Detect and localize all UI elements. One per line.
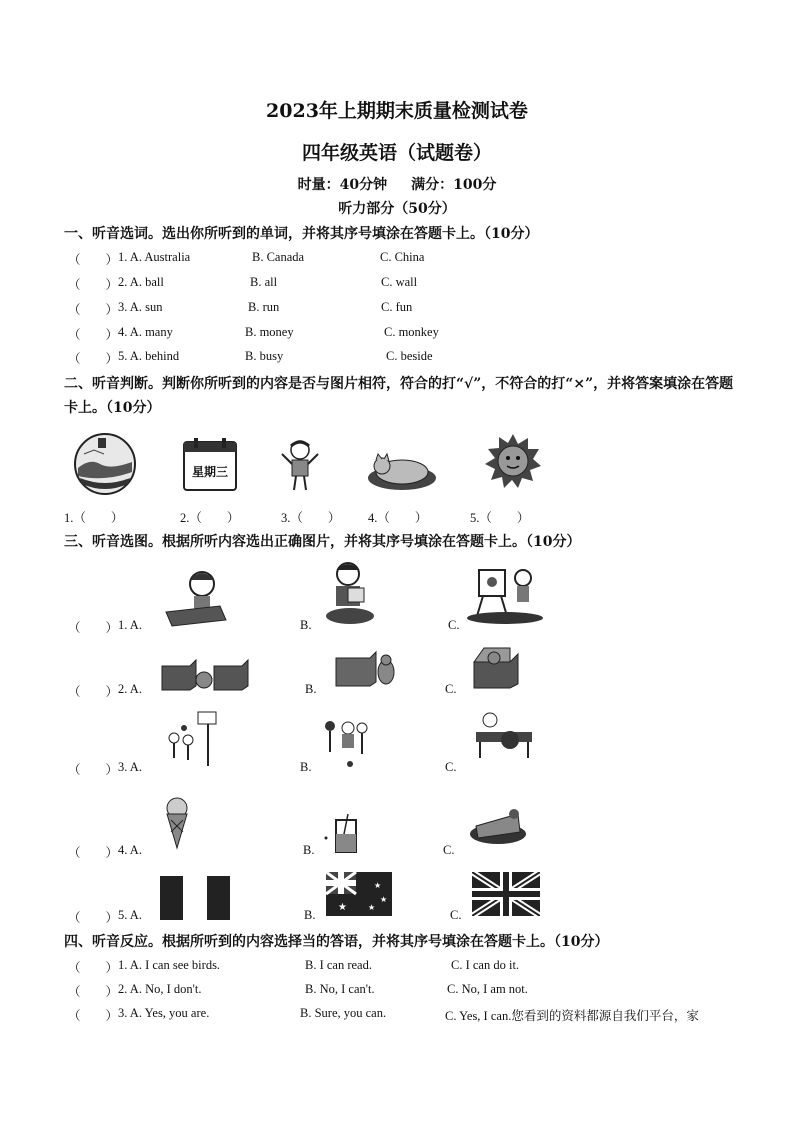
dog-in-box-picture	[470, 644, 526, 690]
girl-writing-picture	[160, 566, 230, 630]
dog-beside-box-picture	[334, 650, 396, 688]
svg-text:★: ★	[380, 895, 388, 904]
cake-picture	[468, 802, 528, 846]
uk-flag-picture	[472, 872, 540, 916]
answer-blank: （ ）	[68, 846, 119, 860]
section4-question	[0, 982, 794, 1002]
option-b: B. money	[245, 325, 294, 339]
answer-blank: （ ）	[68, 328, 119, 342]
option-a: 4. A.	[118, 843, 142, 857]
option-c: C. I can do it.	[451, 958, 520, 972]
judge-answer-3: 3.（ ）	[281, 511, 341, 525]
answer-blank: （ ）	[68, 352, 119, 366]
option-c: C.	[445, 682, 457, 696]
boy-picture	[278, 436, 322, 494]
svg-text:★: ★	[368, 903, 376, 912]
football-picture	[320, 716, 372, 772]
answer-blank: （ ）	[68, 621, 119, 635]
section1-question	[0, 325, 794, 345]
answer-blank: （ ）	[68, 1009, 119, 1023]
answer-blank: （ ）	[68, 763, 119, 777]
boy-reading-picture	[322, 560, 378, 626]
answer-blank: （ ）	[68, 911, 119, 925]
option-b: B. run	[248, 300, 280, 314]
option-c: C. wall	[381, 275, 418, 289]
section1-question	[0, 300, 794, 320]
option-a: 1. A. I can see birds.	[118, 958, 221, 972]
section4-question	[0, 958, 794, 978]
option-b: B.	[300, 618, 312, 632]
section2-heading: 二、听音判断。判断你所听到的内容是否与图片相符，符合的打“√”，不符合的打“×”，并将答案填涂在答题卡上。（10分）	[64, 376, 734, 416]
answer-blank: （ ）	[68, 685, 119, 699]
italy-flag-picture	[160, 876, 230, 920]
option-a: 1. A.	[118, 618, 142, 632]
option-c: C.	[445, 760, 457, 774]
option-c: C.	[448, 618, 460, 632]
option-a: 3. A. Yes, you are.	[118, 1006, 210, 1020]
option-c: C. fun	[381, 300, 413, 314]
australia-flag-picture	[326, 872, 392, 916]
svg-text:★: ★	[338, 902, 347, 913]
exam-time-score	[0, 174, 794, 194]
section1-question	[0, 250, 794, 270]
option-b: B. No, I can't.	[305, 982, 375, 996]
option-c: C. China	[380, 250, 425, 264]
option-a: 4. A. many	[118, 325, 173, 339]
option-c: C.	[450, 908, 462, 922]
judge-answer-1: 1.（ ）	[64, 511, 124, 525]
table-tennis-picture	[472, 710, 536, 762]
option-c: C. beside	[386, 349, 433, 363]
option-a: 5. A. behind	[118, 349, 180, 363]
option-b: B.	[305, 682, 317, 696]
listening-part-label: 听力部分（50分）	[338, 201, 456, 217]
option-a: 5. A.	[118, 908, 142, 922]
option-b: B. Sure, you can.	[300, 1006, 387, 1020]
option-b: B.	[303, 843, 315, 857]
option-a: 2. A.	[118, 682, 142, 696]
calendar-day-text: 星期三	[191, 465, 229, 479]
juice-drink-picture	[322, 812, 362, 856]
option-b: B.	[304, 908, 316, 922]
exam-time: 时量：40分钟	[297, 177, 388, 193]
section4-heading: 四、听音反应。根据所听到的内容选择当的答语，并将其序号填涂在答题卡上。（10分）	[64, 934, 609, 950]
option-c: C. No, I am not.	[447, 982, 528, 996]
answer-blank: （ ）	[68, 303, 119, 317]
option-b: B. busy	[245, 349, 284, 363]
section1-question	[0, 275, 794, 295]
cat-sleeping-picture	[366, 448, 438, 492]
judge-answer-5: 5.（ ）	[470, 511, 530, 525]
option-c: C. Yes, I can.您看到的资料都源自我们平台，家	[445, 1009, 699, 1023]
answer-blank: （ ）	[68, 985, 119, 999]
option-a: 3. A. sun	[118, 300, 163, 314]
exam-title: 2023年上期期末质量检测试卷	[266, 100, 528, 122]
exam-score: 满分：100分	[411, 177, 497, 193]
option-a: 2. A. ball	[118, 275, 164, 289]
answer-blank: （ ）	[68, 278, 119, 292]
section3-heading: 三、听音选图。根据所听内容选出正确图片，并将其序号填涂在答题卡上。（10分）	[64, 534, 581, 550]
section1-heading: 一、听音选词。选出你所听到的单词，并将其序号填涂在答题卡上。（10分）	[64, 226, 539, 242]
section1-question	[0, 349, 794, 369]
judge-answer-4: 4.（ ）	[368, 511, 428, 525]
girl-painting-picture	[465, 564, 545, 624]
calendar-picture	[182, 436, 238, 492]
option-b: B.	[300, 760, 312, 774]
ice-cream-picture	[162, 796, 192, 850]
answer-blank: （ ）	[68, 961, 119, 975]
option-b: B. I can read.	[305, 958, 372, 972]
answer-blank: （ ）	[68, 253, 119, 267]
sun-face-picture	[484, 432, 542, 490]
basketball-picture	[160, 708, 222, 768]
option-a: 2. A. No, I don't.	[118, 982, 202, 996]
option-c: C. monkey	[384, 325, 439, 339]
section4-question	[0, 1006, 794, 1026]
option-b: B. all	[250, 275, 278, 289]
option-b: B. Canada	[252, 250, 305, 264]
dog-between-boxes-picture	[160, 658, 250, 692]
judge-answer-2: 2.（ ）	[180, 511, 240, 525]
option-a: 1. A. Australia	[118, 250, 191, 264]
svg-text:★: ★	[374, 881, 382, 890]
exam-subtitle: 四年级英语（试题卷）	[301, 142, 492, 164]
option-a: 3. A.	[118, 760, 142, 774]
option-c: C.	[443, 843, 455, 857]
coast-scene-picture	[70, 432, 140, 496]
